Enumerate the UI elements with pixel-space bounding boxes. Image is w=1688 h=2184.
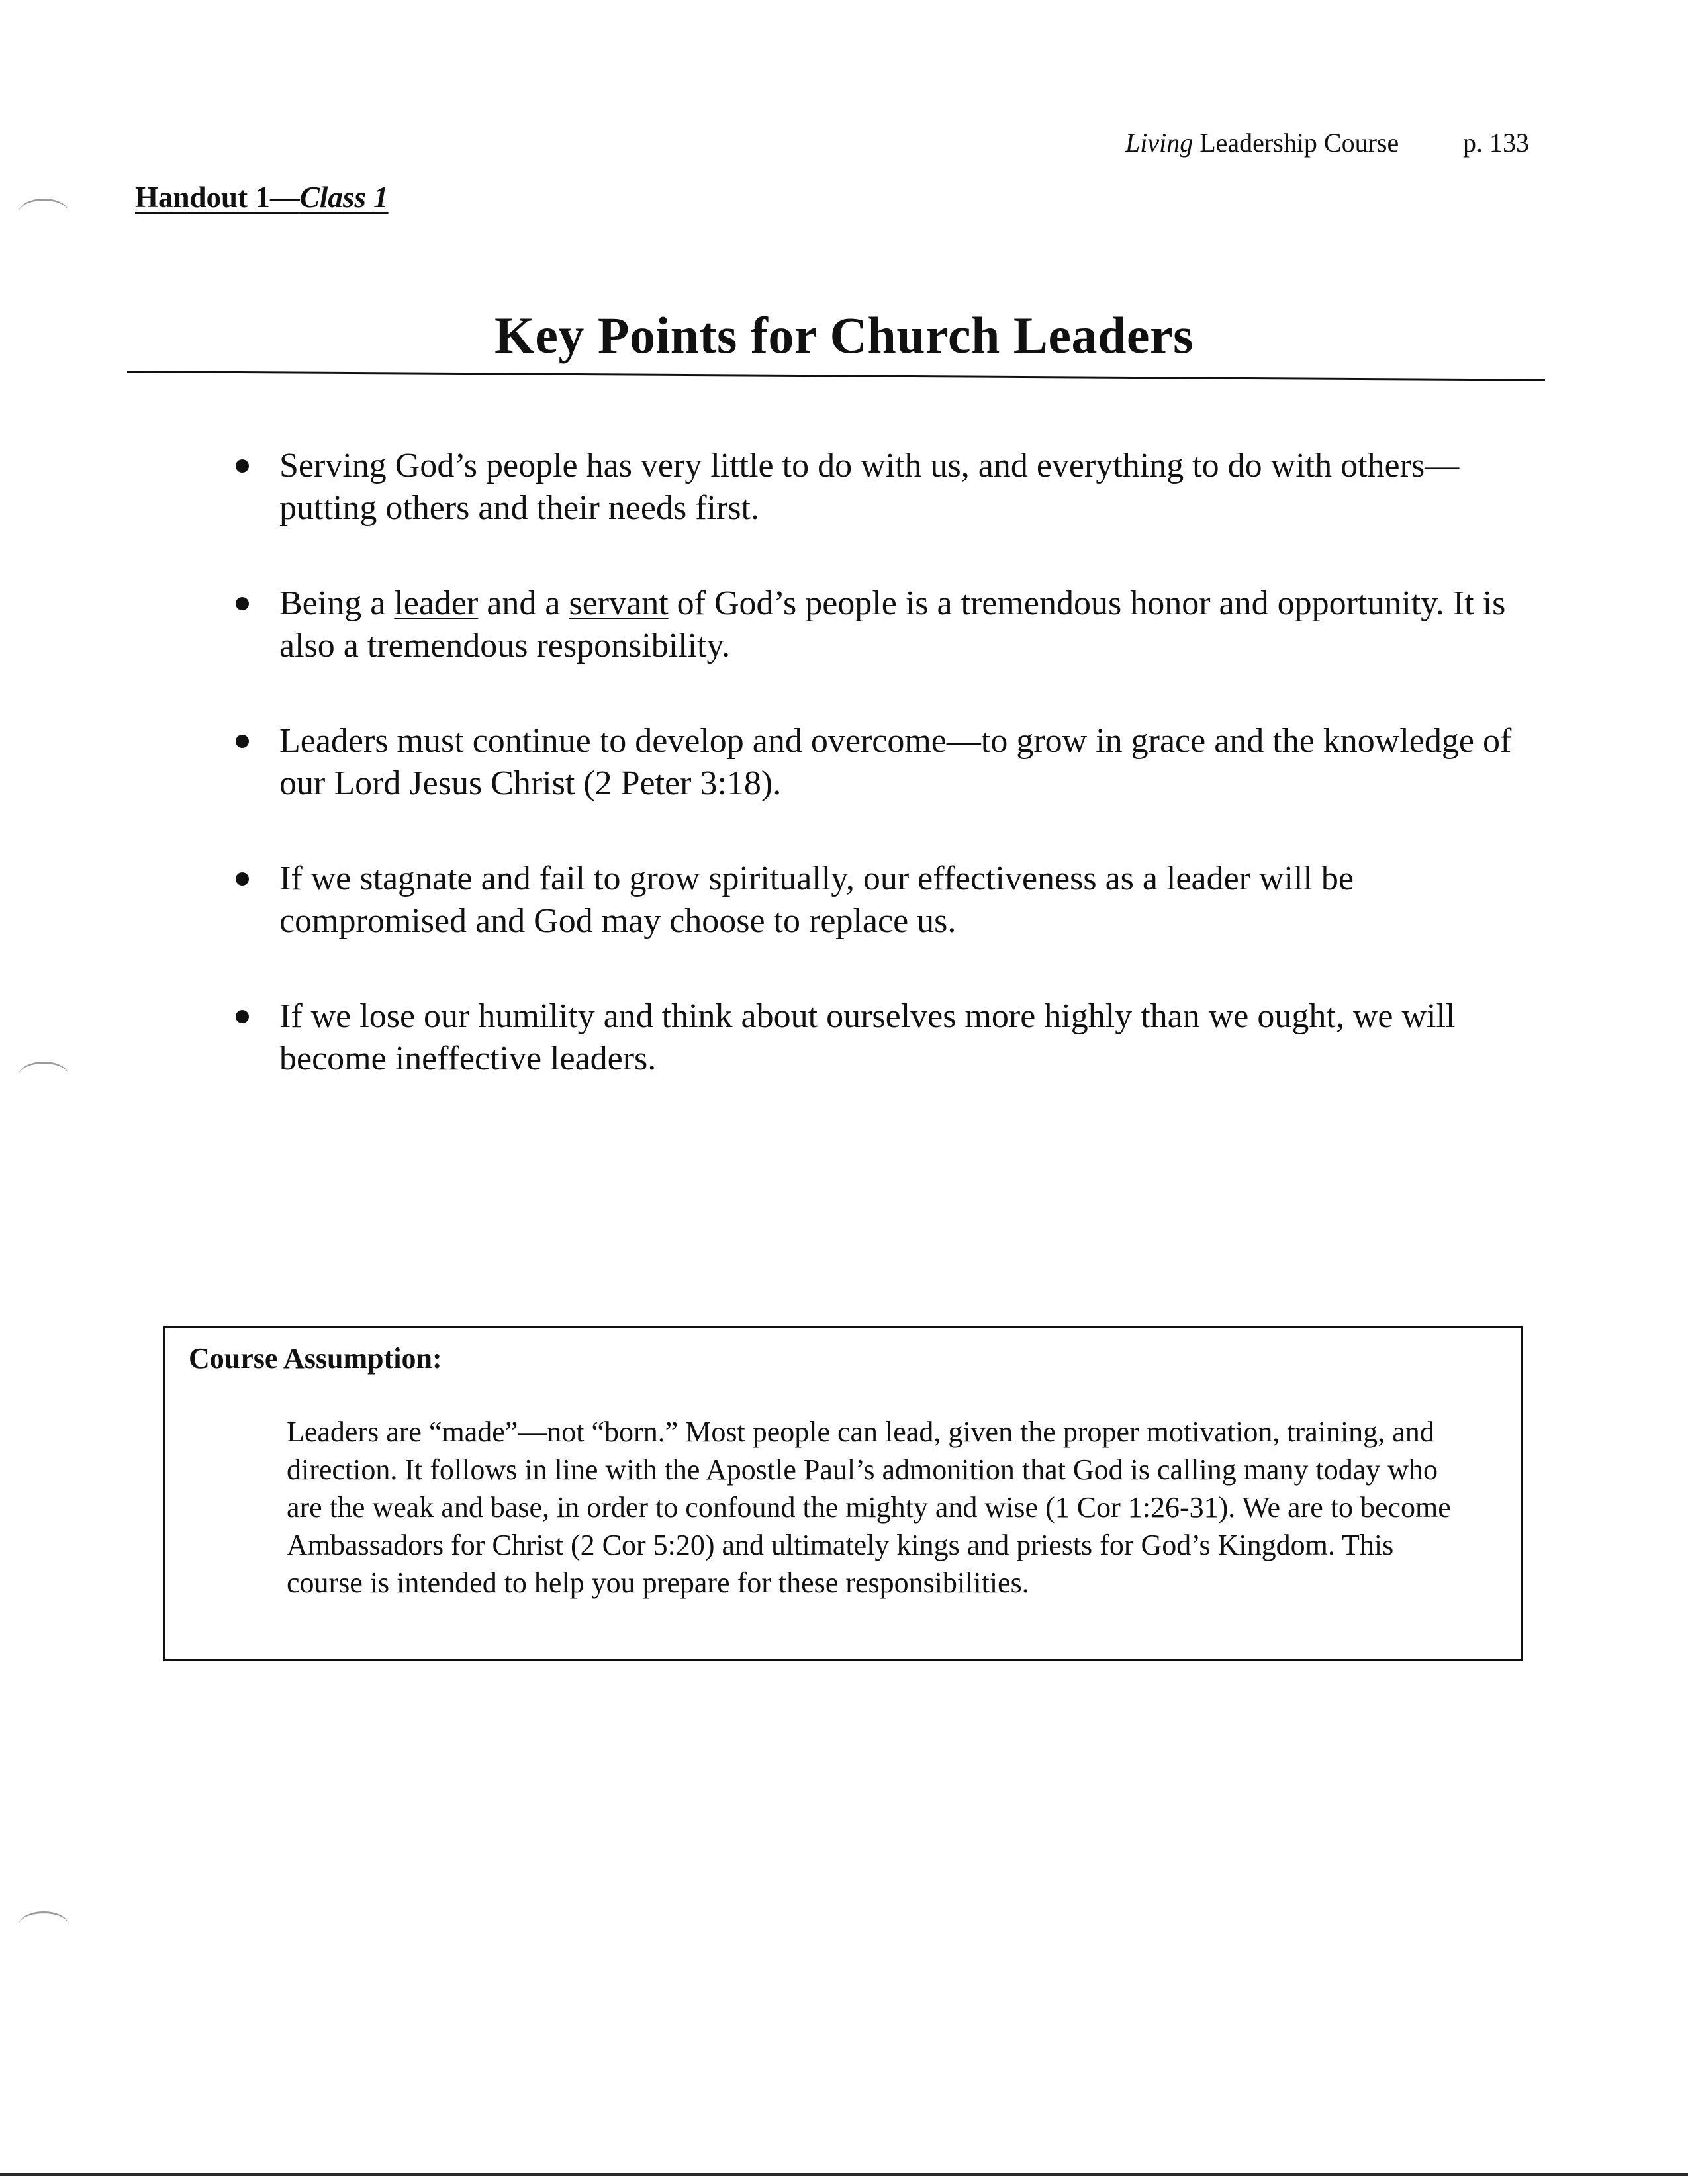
course-assumption-body: Leaders are “made”—not “born.” Most people can lead, given the proper motivation, training, and direction. It follows in line with the Apostle Paul’s admonition that God is calling many today who are the weak and base, in order to confound the mighty and wise (1 Cor 1:26-31). We are to become Ambassadors for Christ (2 Cor 5:20) and ultimately kings and priests for God’s Kingdom. This course is intended to help you prepare for these responsibilities. (287, 1416, 1451, 1599)
handout-prefix: Handout 1— (135, 181, 300, 214)
underlined-word-leader: leader (394, 584, 479, 622)
handout-label (135, 180, 389, 214)
title-divider (127, 371, 1545, 381)
key-point-2 (225, 582, 1523, 667)
key-point-5 (225, 995, 1523, 1080)
key-point-text: Leaders must continue to develop and overcome—to grow in grace and the knowledge of our Lord Jesus Christ (2 Peter 3:18). (279, 722, 1512, 802)
course-assumption-box (163, 1326, 1523, 1661)
page-title: Key Points for Church Leaders (494, 306, 1194, 364)
running-header (1125, 127, 1549, 158)
key-point-text-part: of God’s people is a tremendous honor and opportunity. It is also a tremendous responsibility. (279, 584, 1506, 664)
punch-hole-mark-middle (19, 1062, 69, 1090)
key-point-1 (225, 445, 1523, 529)
key-point-text-part: and a (478, 584, 569, 622)
bullet-icon (236, 459, 249, 473)
page-number: p. 133 (1463, 128, 1529, 158)
key-point-text-part: Being a (279, 584, 395, 622)
bullet-icon (236, 872, 249, 886)
key-points-list (225, 445, 1523, 1133)
course-name-rest: Leadership Course (1193, 128, 1399, 158)
key-point-text: If we lose our humility and think about ourselves more highly than we ought, we will become ineffective leaders. (279, 997, 1456, 1077)
bullet-icon (236, 1010, 249, 1023)
underlined-word-servant: servant (569, 584, 669, 622)
bullet-icon (236, 597, 249, 610)
scan-bottom-edge (0, 2173, 1688, 2176)
key-point-4 (225, 858, 1523, 942)
key-point-text: If we stagnate and fail to grow spiritually, our effectiveness as a leader will be compromised and God may choose to replace us. (279, 860, 1354, 940)
key-point-3 (225, 720, 1523, 805)
course-name-italic: Living (1125, 128, 1194, 158)
punch-hole-mark-top (19, 199, 69, 227)
course-assumption-heading: Course Assumption: (189, 1342, 442, 1375)
punch-hole-mark-bottom (19, 1911, 69, 1940)
bullet-icon (236, 735, 249, 748)
key-point-text: Serving God’s people has very little to do with us, and everything to do with others—putting others and their needs first. (279, 447, 1460, 527)
class-label: Class 1 (299, 181, 389, 214)
